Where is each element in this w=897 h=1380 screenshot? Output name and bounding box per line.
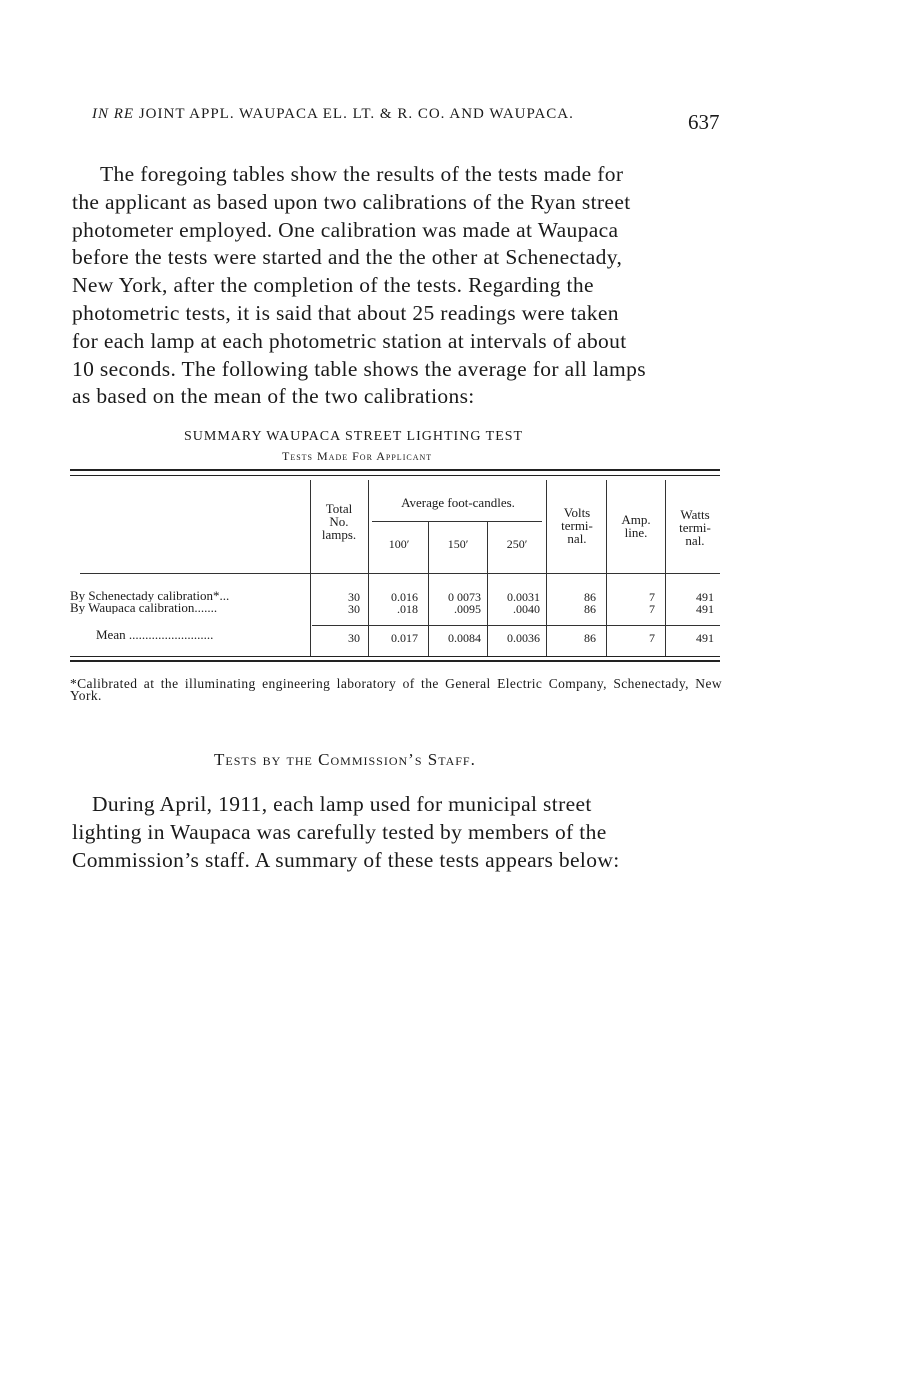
- paragraph-1: [72, 161, 722, 411]
- cell-watts: 491: [696, 631, 714, 645]
- paragraph-2-line: During April, 1911, each lamp used for municipal street: [92, 792, 592, 816]
- running-header: [92, 106, 732, 123]
- row-label: By Schenectady calibration*...: [70, 589, 230, 602]
- table-footnote: *Calibrated at the illuminating engineering laboratory of the General Electric Company, Schenectady, New York.: [70, 676, 722, 703]
- cell-volts: 86: [584, 602, 596, 616]
- group-rule: [372, 521, 542, 522]
- cell-lamps: 30: [348, 590, 360, 604]
- cell-lamps: 30: [348, 631, 360, 645]
- cell-fc100: .018: [397, 602, 418, 616]
- cell-amp: 7: [649, 590, 655, 604]
- paragraph-1-line: the applicant as based upon two calibrations of the Ryan street: [72, 189, 631, 214]
- cell-amp: 7: [649, 602, 655, 616]
- paragraph-1-line: for each lamp at each photometric station at intervals of about: [72, 328, 627, 353]
- header-amp: Amp. line.: [621, 512, 651, 540]
- header-volts: Volts termi- nal.: [561, 505, 593, 546]
- column-divider: [665, 480, 666, 656]
- table-bottom-rule: [70, 656, 720, 657]
- table-top-rule: [70, 469, 720, 471]
- cell-fc250: 0.0031: [507, 590, 540, 604]
- cell-fc250: .0040: [513, 602, 540, 616]
- column-divider: [546, 480, 547, 656]
- cell-fc150: 0.0084: [448, 631, 481, 645]
- paragraph-2: [72, 791, 722, 874]
- table-title: SUMMARY WAUPACA STREET LIGHTING TEST: [184, 429, 524, 444]
- mean-rule: [312, 625, 720, 626]
- paragraph-1-line: The foregoing tables show the results of the tests made for: [100, 162, 624, 186]
- header-total-lamps: Total No. lamps.: [321, 501, 357, 542]
- table-top-rule-2: [70, 475, 720, 476]
- header-watts: Watts termi- nal.: [679, 507, 711, 548]
- cell-lamps: 30: [348, 602, 360, 616]
- header-prefix: IN RE: [92, 106, 135, 122]
- header-bottom-rule: [80, 573, 720, 574]
- cell-fc150: 0 0073: [448, 590, 481, 604]
- header-average-foot-candles: Average foot-candles.: [401, 495, 515, 510]
- column-divider: [606, 480, 607, 656]
- section-title: Tests by the Commission’s Staff.: [214, 750, 476, 769]
- row-label: Mean ..........................: [96, 628, 214, 641]
- paragraph-2-line: lighting in Waupaca was carefully tested by members of the: [72, 819, 607, 844]
- table-subtitle: Tests Made For Applicant: [282, 449, 433, 463]
- column-divider: [310, 480, 311, 656]
- cell-fc100: 0.016: [391, 590, 418, 604]
- paragraph-1-line: before the tests were started and the the other at Schenectady,: [72, 245, 623, 270]
- table-bottom-rule-2: [70, 660, 720, 662]
- header-150ft: 150′: [447, 537, 469, 551]
- cell-fc100: 0.017: [391, 631, 418, 645]
- row-label: By Waupaca calibration.......: [70, 601, 218, 614]
- cell-fc150: .0095: [454, 602, 481, 616]
- header-100ft: 100′: [388, 537, 410, 551]
- cell-watts: 491: [696, 590, 714, 604]
- paragraph-1-line: photometric tests, it is said that about 25 readings were taken: [72, 300, 619, 325]
- cell-watts: 491: [696, 602, 714, 616]
- header-title: JOINT APPL. WAUPACA EL. LT. & R. CO. AND WAUPACA.: [138, 106, 574, 122]
- paragraph-1-line: New York, after the completion of the tests. Regarding the: [72, 273, 594, 298]
- cell-amp: 7: [649, 631, 655, 645]
- cell-fc250: 0.0036: [507, 631, 540, 645]
- cell-volts: 86: [584, 590, 596, 604]
- header-250ft: 250′: [506, 537, 528, 551]
- paragraph-1-line: as based on the mean of the two calibrations:: [72, 384, 475, 409]
- column-divider: [368, 480, 369, 656]
- paragraph-1-line: photometer employed. One calibration was made at Waupaca: [72, 217, 619, 242]
- page-number: 637: [688, 110, 720, 134]
- cell-volts: 86: [584, 631, 596, 645]
- paragraph-1-line: 10 seconds. The following table shows the average for all lamps: [72, 356, 646, 381]
- paragraph-2-line: Commission’s staff. A summary of these tests appears below:: [72, 847, 620, 872]
